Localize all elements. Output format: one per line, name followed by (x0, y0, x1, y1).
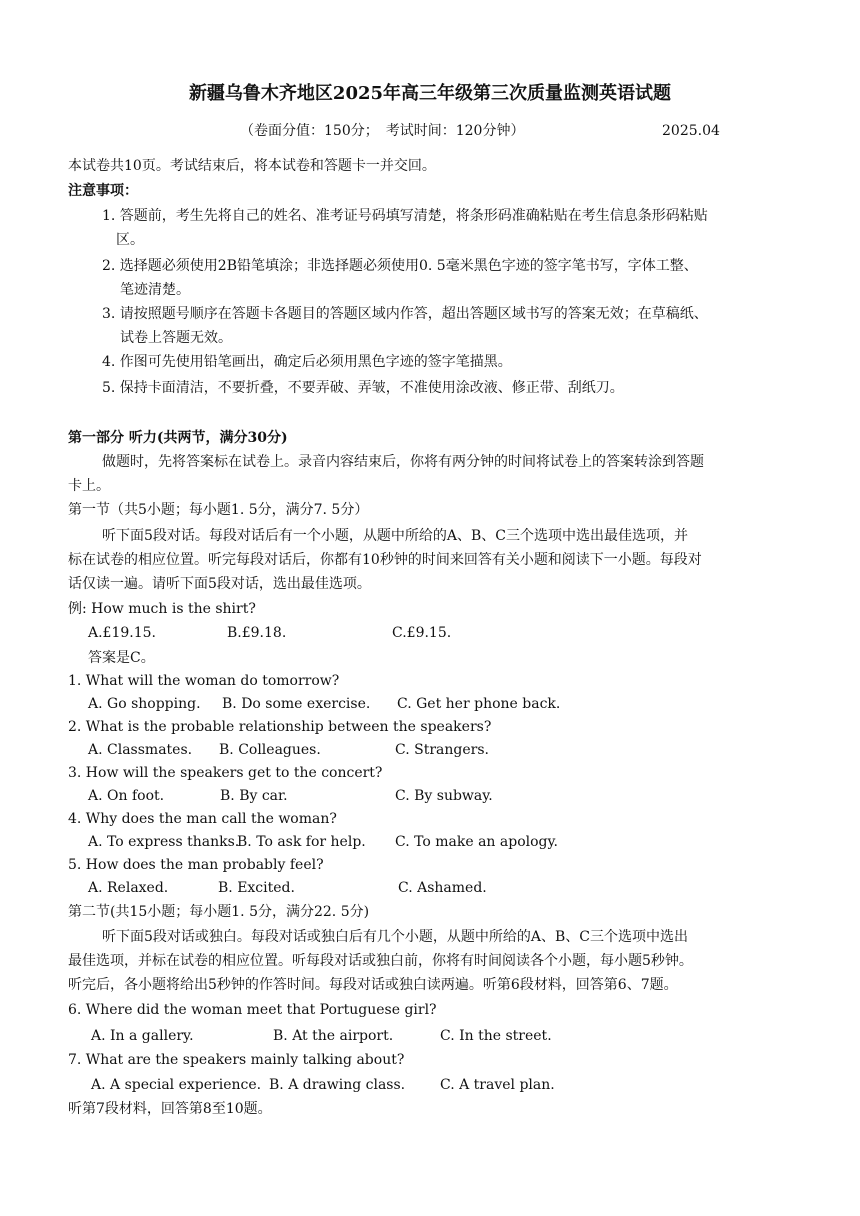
section2-desc-2: 最佳选项，并标在试卷的相应位置。听每段对话或独白前，你将有时间阅读各个小题，每小题5秒钟。 (68, 953, 693, 969)
q6-option-c: C. In the street. (440, 1028, 552, 1044)
final-instruction: 听第7段材料，回答第8至10题。 (68, 1101, 272, 1117)
q4-option-c: C. To make an apology. (395, 834, 559, 850)
q4-option-b: B. To ask for help. (237, 834, 366, 850)
question-1: 1. What will the woman do tomorrow? (68, 673, 340, 689)
section2-desc-3: 听完后，各小题将给出5秒钟的作答时间。每段对话或独白读两遍。听第6段材料，回答第6、7题。 (68, 977, 678, 993)
notice-3-cont: 试卷上答题无效。 (120, 330, 232, 346)
example-option-b: B.£9.18. (227, 625, 287, 641)
q3-option-a: A. On foot. (88, 788, 165, 804)
question-2: 2. What is the probable relationship between the speakers? (68, 719, 492, 735)
page-title: 新疆乌鲁木齐地区2025年高三年级第三次质量监测英语试题 (188, 83, 672, 104)
section1-heading: 第一节（共5小题；每小题1. 5分，满分7. 5分） (68, 502, 369, 518)
intro-text: 本试卷共10页。考试结束后，将本试卷和答题卡一并交回。 (68, 158, 436, 174)
q1-option-a: A. Go shopping. (88, 696, 201, 712)
q5-option-b: B. Excited. (218, 880, 295, 896)
notice-heading: 注意事项： (68, 183, 138, 199)
example-question: 例: How much is the shirt? (68, 601, 256, 617)
q6-option-a: A. In a gallery. (91, 1028, 194, 1044)
exam-info: （卷面分值：150分； 考试时间：120分钟） (240, 123, 525, 139)
notice-4: 4. 作图可先使用铅笔画出，确定后必须用黑色字迹的签字笔描黑。 (102, 354, 512, 370)
example-answer: 答案是C。 (88, 650, 155, 666)
section2-desc-1: 听下面5段对话或独白。每段对话或独白后有几个小题，从题中所给的A、B、C三个选项中选出 (102, 929, 689, 945)
q7-option-c: C. A travel plan. (440, 1077, 555, 1093)
q2-option-a: A. Classmates. (88, 742, 193, 758)
q1-option-c: C. Get her phone back. (397, 696, 561, 712)
q1-option-b: B. Do some exercise. (222, 696, 371, 712)
example-option-a: A.£19.15. (88, 625, 156, 641)
q3-option-b: B. By car. (220, 788, 288, 804)
part1-heading: 第一部分 听力(共两节，满分30分) (68, 430, 288, 446)
notice-2: 2. 选择题必须使用2B铅笔填涂；非选择题必须使用0. 5毫米黑色字迹的签字笔书写，字体工整、 (102, 258, 698, 274)
notice-2-cont: 笔迹清楚。 (120, 282, 190, 298)
q2-option-c: C. Strangers. (395, 742, 489, 758)
section2-heading: 第二节(共15小题；每小题1. 5分，满分22. 5分) (68, 904, 370, 920)
q5-option-a: A. Relaxed. (88, 880, 169, 896)
part1-desc-2: 卡上。 (68, 478, 110, 494)
question-7: 7. What are the speakers mainly talking about? (68, 1052, 405, 1068)
q7-option-b: B. A drawing class. (269, 1077, 406, 1093)
section1-desc-3: 话仅读一遍。请听下面5段对话，选出最佳选项。 (68, 576, 371, 592)
section1-desc-2: 标在试卷的相应位置。听完每段对话后，你都有10秒钟的时间来回答有关小题和阅读下一小题。每段对 (68, 552, 702, 568)
notice-5: 5. 保持卡面清洁，不要折叠，不要弄破、弄皱，不准使用涂改液、修正带、刮纸刀。 (102, 380, 624, 396)
q5-option-c: C. Ashamed. (398, 880, 487, 896)
q7-option-a: A. A special experience. (91, 1077, 262, 1093)
question-4: 4. Why does the man call the woman? (68, 811, 337, 827)
example-option-c: C.£9.15. (392, 625, 452, 641)
section1-desc-1: 听下面5段对话。每段对话后有一个小题，从题中所给的A、B、C三个选项中选出最佳选项，并 (102, 528, 689, 544)
notice-3: 3. 请按照题号顺序在答题卡各题目的答题区域内作答，超出答题区域书写的答案无效；在草稿纸、 (102, 306, 708, 322)
notice-1: 1. 答题前，考生先将自己的姓名、准考证号码填写清楚，将条形码准确粘贴在考生信息条形码粘贴 (102, 208, 708, 224)
question-5: 5. How does the man probably feel? (68, 857, 324, 873)
notice-1-cont: 区。 (116, 232, 144, 248)
part1-desc-1: 做题时，先将答案标在试卷上。录音内容结束后，你将有两分钟的时间将试卷上的答案转涂到答题 (102, 454, 704, 470)
question-6: 6. Where did the woman meet that Portuguese girl? (68, 1002, 437, 1018)
question-3: 3. How will the speakers get to the concert? (68, 765, 383, 781)
q3-option-c: C. By subway. (395, 788, 493, 804)
q6-option-b: B. At the airport. (273, 1028, 394, 1044)
q2-option-b: B. Colleagues. (219, 742, 321, 758)
exam-date: 2025.04 (662, 123, 720, 139)
q4-option-a: A. To express thanks. (88, 834, 240, 850)
